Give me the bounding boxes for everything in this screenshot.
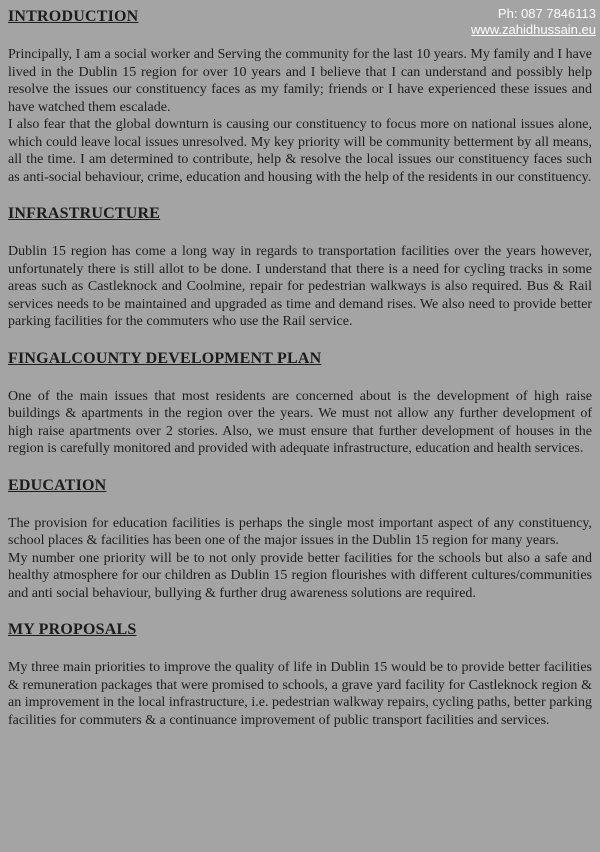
website-link[interactable]: www.zahidhussain.eu [470,22,596,37]
section-heading: MY PROPOSALS [8,621,137,638]
section-my-proposals [8,619,592,729]
section-education [8,475,592,603]
paragraph: The provision for education facilities is perhaps the single most important aspect of any constituency, school places & facilities has been one of the major issues in the Dublin 15 region for many years. [8,515,592,548]
paragraph: Principally, I am a social worker and Serving the community for the last 10 years. My family and I have lived in the Dublin 15 region for over 10 years and I believe that I can understand and possibly help resolve the issues our constituency faces as my family; friends or I have experienced these issues and have watched them escalade. [8,47,592,115]
paragraph: One of the main issues that most residents are concerned about is the development of high raise buildings & apartments in the region over the years. We must not allow any further development of high raise apartments over 2 stories. Also, we must ensure that further development of houses in the region is carefully monitored and provided with adequate infrastructure, education and health services. [8,388,592,456]
section-introduction [8,6,592,186]
section-infrastructure [8,203,592,331]
section-heading: INTRODUCTION [8,8,139,25]
paragraph: My three main priorities to improve the quality of life in Dublin 15 would be to provide better facilities & remuneration packages that were promised to schools, a grave yard facility for Castleknock region & an improvement in the local infrastructure, i.e. pedestrian walkway repairs, cycling paths, better parking facilities for commuters & a continuance improvement of public transport facilities and services. [8,660,592,728]
paragraph: I also fear that the global downturn is causing our constituency to focus more on national issues alone, which could leave local issues unresolved. My key priority will be community betterment by all means, all the time. I am determined to contribute, help & resolve the local issues our constituency faces such as anti-social behaviour, crime, education and housing with the help of the residents in our constituency. [8,117,592,185]
paragraph: Dublin 15 region has come a long way in regards to transportation facilities over the years however, unfortunately there is still allot to be done. I understand that there is a need for cycling tracks in some areas such as Castleknock and Coolmine, repair for pedestrian walkways is also required. Bus & Rail services needs to be maintained and upgraded as time and demand rises. We also need to provide better parking facilities for the commuters who use the Rail service. [8,244,592,329]
section-heading: FINGALCOUNTY DEVELOPMENT PLAN [8,349,322,367]
section-heading: INFRASTRUCTURE [8,205,161,222]
phone-number: Ph: 087 7846113 [497,6,596,21]
paragraph: My number one priority will be to not only provide better facilities for the schools but also a safe and healthy atmosphere for our children as Dublin 15 region flourishes with different cultures/communities and anti social behaviour, bullying & further drug awareness solutions are required. [8,550,592,601]
section-fingal-development-plan [8,348,592,458]
section-heading: EDUCATION [8,476,107,494]
